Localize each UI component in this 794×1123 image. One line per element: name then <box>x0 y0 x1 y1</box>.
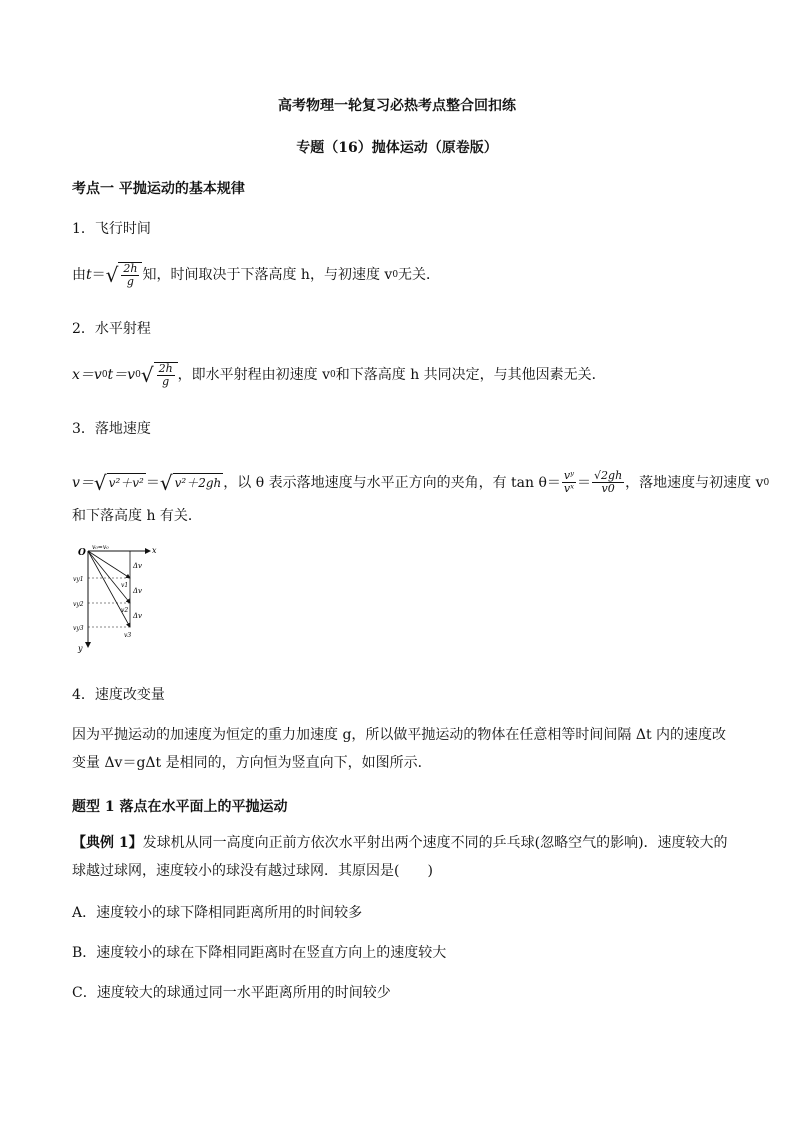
item3-eq3: ＝ <box>577 474 592 491</box>
item2-formula-start: x＝v <box>72 367 102 383</box>
example-line2: 球越过球网，速度较小的球没有越过球网．其原因是( ) <box>72 863 433 879</box>
item2-label: 2．水平射程 <box>72 321 151 337</box>
item1-end: 无关． <box>398 267 441 283</box>
example-text1: 发球机从同一高度向正前方依次水平射出两个速度不同的乒乓球(忽略空气的影响)．速度较大的 <box>142 835 728 851</box>
v0-label: v₀=v₀ <box>92 544 109 551</box>
item1-sub0: 0 <box>392 270 399 280</box>
page-subtitle: 专题（16）抛体运动（原卷版） <box>296 140 498 156</box>
option-b[interactable]: B．速度较小的球在下降相同距离时在竖直方向上的速度较大 <box>72 945 447 961</box>
item1-suffix: 知，时间取决于下落高度 h，与初速度 v <box>142 267 393 283</box>
vy1-label: vy1 <box>73 576 84 583</box>
y-axis-label: y <box>78 644 83 653</box>
item1-label: 1．飞行时间 <box>72 221 151 237</box>
dv-label-2: Δv <box>133 587 143 595</box>
item3-formula-line <box>72 470 769 495</box>
dv-label-3: Δv <box>133 612 143 620</box>
section-heading: 考点一 平抛运动的基本规律 <box>72 181 245 197</box>
item3-eq2: ＝ <box>145 474 160 491</box>
item2-text-end: 和下落高度 h 共同决定，与其他因素无关． <box>335 367 606 383</box>
vy3-label: vy3 <box>73 625 84 632</box>
v2-arrow <box>88 551 130 603</box>
item3-text1: ，以 θ 表示落地速度与水平正方向的夹角，有 tan θ＝ <box>223 474 561 491</box>
origin-label: O <box>78 548 86 558</box>
example-line1 <box>72 834 728 852</box>
item1-sqrt-num: 2h <box>123 262 138 275</box>
item2-sqrt: √ $\frac{2h}{g}$ <box>141 362 178 388</box>
item2-sqrt-num: 2h <box>158 362 173 375</box>
item3-sqrt1-body: v²＋v² <box>107 473 146 492</box>
item3-formula-v: v＝ <box>72 474 94 491</box>
vy2-label: vy2 <box>73 601 84 608</box>
item2-sub0c: 0 <box>330 370 336 380</box>
item3-sqrt1: √ v²＋v² <box>93 470 144 495</box>
item2-text: ，即水平射程由初速度 v <box>177 367 331 383</box>
v2-label: v2 <box>121 607 129 614</box>
v3-label: v3 <box>124 632 132 639</box>
item3-line2: 和下落高度 h 有关． <box>72 508 202 524</box>
item2-formula-line <box>72 362 606 388</box>
item1-sqrt: √ $\frac{2h}{g}$ <box>106 262 143 288</box>
item4-label: 4．速度改变量 <box>72 687 165 703</box>
item4-line2: 变量 Δv＝gΔt 是相同的，方向恒为竖直向下，如图所示． <box>72 755 432 771</box>
option-c[interactable]: C．速度较大的球通过同一水平距离所用的时间较少 <box>72 985 391 1001</box>
example-tag: 【典例 1】 <box>72 835 143 851</box>
item1-sqrt-den: g <box>126 275 134 288</box>
item1-eq: ＝ <box>91 267 106 283</box>
item3-sqrt2: √ v²＋2gh <box>159 470 222 495</box>
item1-prefix: 由 <box>72 267 86 283</box>
item3-sub0: 0 <box>763 477 770 488</box>
v1-arrow <box>88 551 130 578</box>
item2-sqrt-den: g <box>162 375 170 388</box>
item3-frac1-den: vˣ <box>563 482 575 495</box>
item1-formula-line <box>72 262 440 288</box>
item3-sqrt2-body: v²＋2gh <box>173 473 224 492</box>
item1-var-t: t <box>86 267 92 283</box>
item2-formula-mid: t＝v <box>107 367 136 383</box>
item3-frac1-num: vʸ <box>563 469 575 482</box>
v3-arrow <box>88 551 130 627</box>
item3-text2: ，落地速度与初速度 v <box>625 474 764 491</box>
item2-sub0a: 0 <box>101 370 108 380</box>
item3-frac2-den: v0 <box>601 482 615 495</box>
page-title: 高考物理一轮复习必热考点整合回扣练 <box>278 98 516 114</box>
item3-frac2 <box>592 470 624 495</box>
item3-label: 3．落地速度 <box>72 421 151 437</box>
velocity-diagram <box>72 543 162 655</box>
type1-heading: 题型 1 落点在水平面上的平抛运动 <box>72 799 288 815</box>
item3-frac2-num: √2gh <box>594 469 623 482</box>
x-axis-label: x <box>152 546 157 555</box>
item2-sub0b: 0 <box>135 370 141 380</box>
dv-label-1: Δv <box>133 562 143 570</box>
item3-frac1 <box>562 470 576 495</box>
option-a[interactable]: A．速度较小的球下降相同距离所用的时间较多 <box>72 905 363 921</box>
item4-line1: 因为平抛运动的加速度为恒定的重力加速度 g，所以做平抛运动的物体在任意相等时间间隔 Δt 内的速度改 <box>72 727 727 743</box>
v1-label: v1 <box>121 582 129 589</box>
